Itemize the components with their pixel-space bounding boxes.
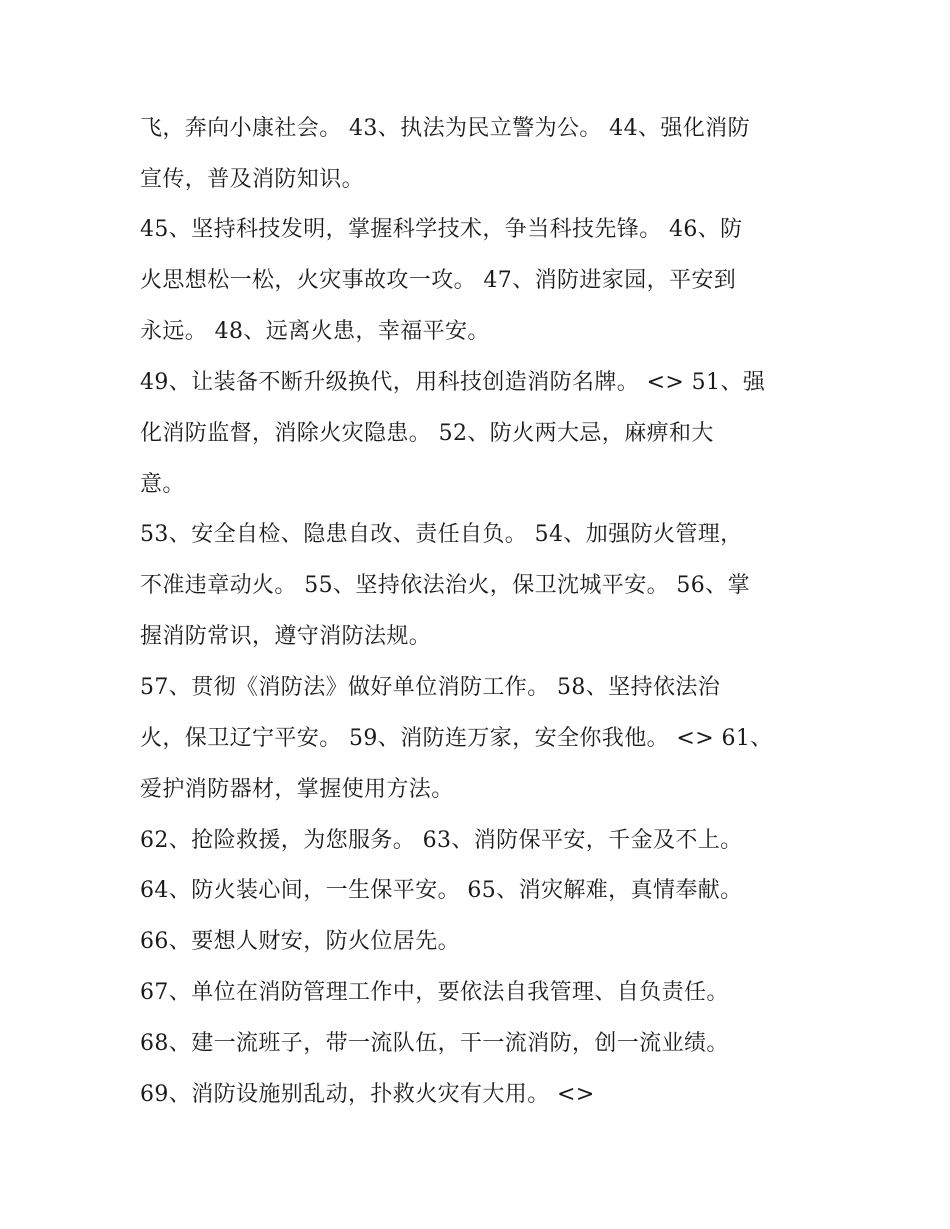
text-line: 宣传，普及消防知识。 [140,167,365,192]
text-line: 66、要想人财安，防火位居先。 [140,929,460,954]
text-line: 握消防常识，遵守消防法规。 [140,624,432,649]
text-line: 57、贯彻《消防法》做好单位消防工作。 58、坚持依法治 [140,675,721,700]
text-line: 爱护消防器材，掌握使用方法。 [140,777,454,802]
text-line: 火，保卫辽宁平安。 59、消防连万家，安全你我他。 <> 61、 [140,726,773,751]
text-line: 不准违章动火。 55、坚持依法治火，保卫沈城平安。 56、掌 [140,573,750,598]
text-line: 永远。 48、远离火患，幸福平安。 [140,319,490,344]
text-line: 意。 [140,472,185,497]
text-line: 化消防监督，消除火灾隐患。 52、防火两大忌，麻痹和大 [140,421,714,446]
text-line: 火思想松一松，火灾事故攻一攻。 47、消防进家园，平安到 [140,268,737,293]
text-line: 68、建一流班子，带一流队伍，干一流消防，创一流业绩。 [140,1031,729,1056]
text-line: 62、抢险救援，为您服务。 63、消防保平安，千金及不上。 [140,828,743,853]
text-line: 49、让装备不断升级换代，用科技创造消防名牌。 <> 51、强 [140,370,766,395]
text-line: 67、单位在消防管理工作中，要依法自我管理、自负责任。 [140,980,729,1005]
text-line: 45、坚持科技发明，掌握科学技术，争当科技先锋。 46、防 [140,217,743,242]
text-line: 53、安全自检、隐患自改、责任自负。 54、加强防火管理， [140,522,743,547]
text-line: 69、消防设施别乱动，扑救火灾有大用。 <> [140,1082,595,1107]
text-line: 64、防火装心间，一生保平安。 65、消灾解难，真情奉献。 [140,878,743,903]
text-line: 飞，奔向小康社会。 43、执法为民立警为公。 44、强化消防 [140,116,750,141]
